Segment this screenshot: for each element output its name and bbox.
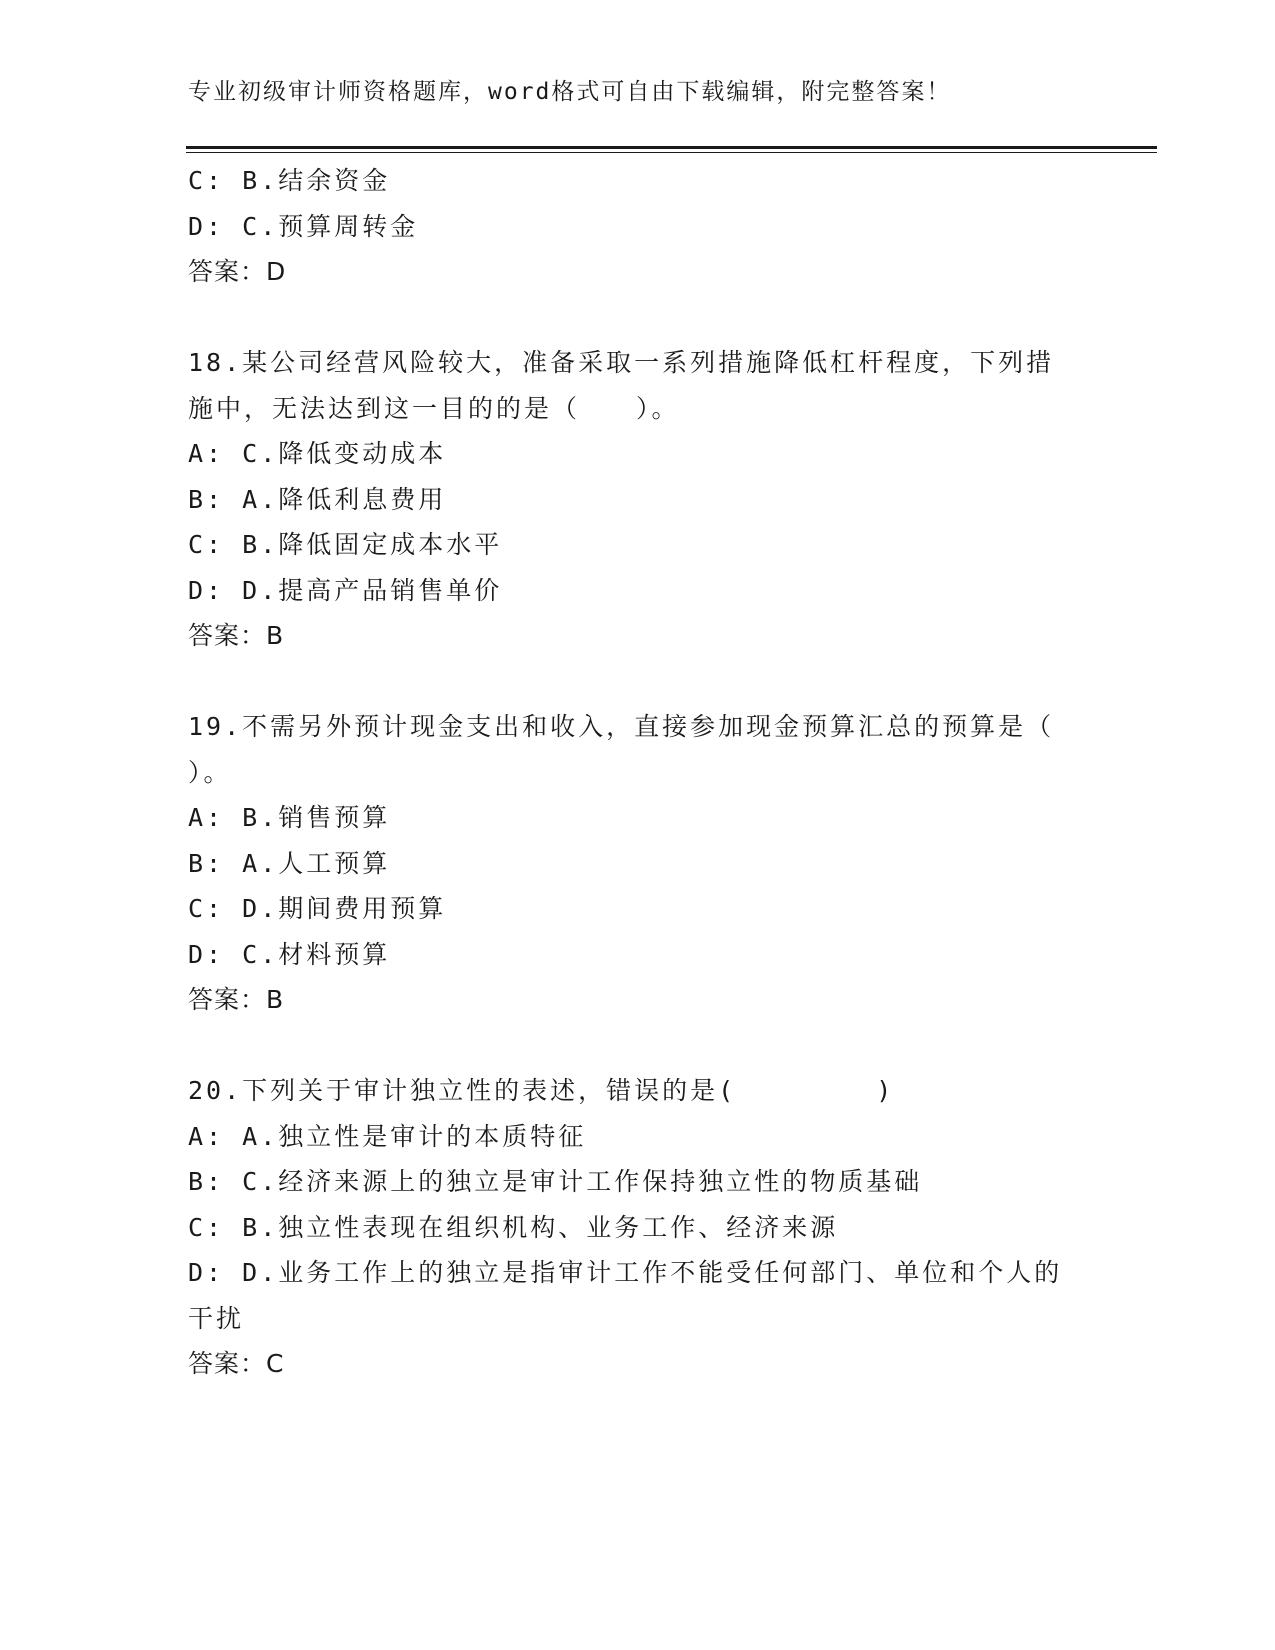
option-line: C: D.期间费用预算 [188, 894, 447, 923]
question-content [188, 158, 1088, 1387]
question-block [188, 340, 1088, 659]
block-spacer [188, 295, 1088, 341]
header-divider-thin [186, 152, 1157, 153]
question-block [188, 704, 1088, 1023]
question-block [188, 158, 1088, 295]
question-stem: ）。 [188, 757, 232, 787]
option-line: D: D.业务工作上的独立是指审计工作不能受任何部门、单位和个人的 [188, 1258, 1063, 1287]
option-line: C: B.独立性表现在组织机构、业务工作、经济来源 [188, 1212, 839, 1242]
page-header: 专业初级审计师资格题库，word格式可自由下载编辑，附完整答案！ [188, 79, 952, 105]
header-divider-thick [186, 146, 1157, 149]
question-stem: 18.某公司经营风险较大，准备采取一系列措施降低杠杆程度，下列措 [188, 348, 1055, 377]
option-line: C: B.结余资金 [188, 166, 391, 195]
option-line: A: A.独立性是审计的本质特征 [188, 1121, 587, 1151]
block-spacer [188, 1023, 1088, 1069]
option-line: A: C.降低变动成本 [188, 439, 447, 468]
question-block [188, 1068, 1088, 1387]
option-line: B: A.降低利息费用 [188, 484, 447, 514]
answer-line: 答案：B [188, 621, 285, 650]
answer-line: 答案：B [188, 985, 285, 1014]
option-line: B: A.人工预算 [188, 848, 391, 878]
question-stem: 20.下列关于审计独立性的表述，错误的是( ) [188, 1076, 895, 1105]
option-line: A: B.销售预算 [188, 803, 391, 832]
option-line: D: C.预算周转金 [188, 211, 419, 241]
option-line: B: C.经济来源上的独立是审计工作保持独立性的物质基础 [188, 1167, 923, 1196]
question-stem: 19.不需另外预计现金支出和收入，直接参加现金预算汇总的预算是（ [188, 712, 1055, 741]
option-line: C: B.降低固定成本水平 [188, 530, 503, 559]
option-line: D: D.提高产品销售单价 [188, 575, 503, 605]
answer-line: 答案：D [188, 257, 287, 286]
option-line: D: C.材料预算 [188, 939, 391, 969]
option-line: 干扰 [188, 1303, 245, 1333]
question-stem: 施中，无法达到这一目的的是（ ）。 [188, 393, 680, 423]
block-spacer [188, 659, 1088, 705]
answer-line: 答案：C [188, 1349, 285, 1378]
